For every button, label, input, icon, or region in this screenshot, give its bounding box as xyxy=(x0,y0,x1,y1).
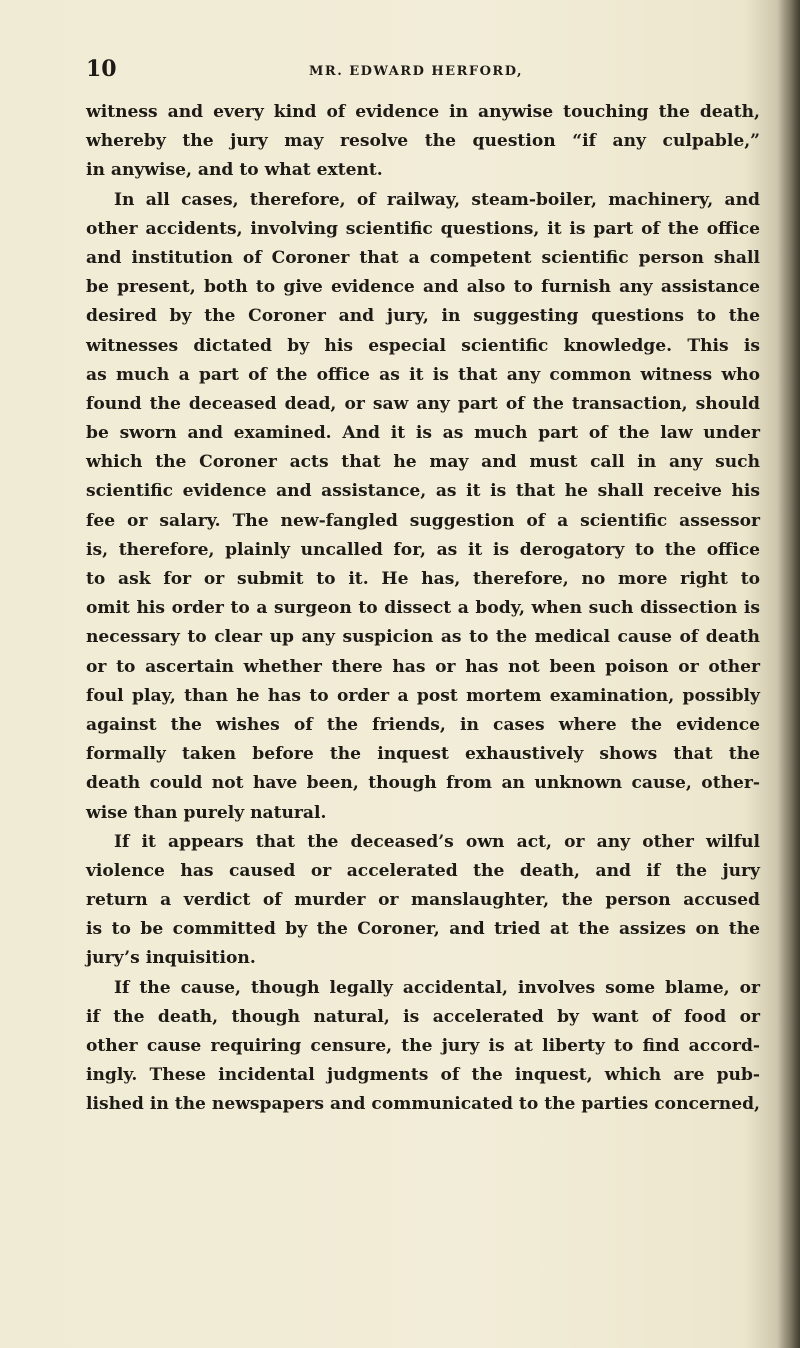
text-line: death could not have been, though from an unknown cause, other- xyxy=(86,773,760,794)
text-line: fee or salary. The new-fangled suggestion of a scientific assessor xyxy=(86,510,760,531)
text-line: be sworn and examined. And it is as much part of the law under xyxy=(86,423,760,444)
page-number: 10 xyxy=(86,56,117,82)
text-line: as much a part of the office as it is that any common witness who xyxy=(86,364,760,385)
text-line: which the Coroner acts that he may and must call in any such xyxy=(86,452,760,473)
text-line: jury’s inquisition. xyxy=(86,948,256,969)
running-head: MR. EDWARD HERFORD, xyxy=(309,64,524,79)
text-line: lished in the newspapers and communicated to the parties concerned, xyxy=(86,1094,760,1115)
paragraph xyxy=(86,186,760,828)
page-header xyxy=(86,56,766,86)
text-line: in anywise, and to what extent. xyxy=(86,160,383,181)
text-line: If it appears that the deceased’s own act, or any other wilful xyxy=(114,831,760,852)
text-line: whereby the jury may resolve the question “if any culpable,” xyxy=(86,131,760,152)
paragraph xyxy=(86,98,760,186)
text-line: scientific evidence and assistance, as it is that he shall receive his xyxy=(86,481,760,502)
text-line: omit his order to a surgeon to dissect a body, when such dissection is xyxy=(86,598,760,619)
text-line: violence has caused or accelerated the death, and if the jury xyxy=(86,860,760,881)
text-line: and institution of Coroner that a competent scientific person shall xyxy=(86,247,760,268)
paragraph xyxy=(86,974,760,1120)
text-line: return a verdict of murder or manslaughter, the person accused xyxy=(86,890,760,911)
text-line: be present, both to give evidence and also to furnish any assistance xyxy=(86,277,760,298)
text-line: witness and every kind of evidence in anywise touching the death, xyxy=(86,102,760,122)
text-line: ingly. These incidental judgments of the inquest, which are pub- xyxy=(86,1065,760,1086)
text-line: formally taken before the inquest exhaustively shows that the xyxy=(86,744,760,765)
page-edge-shadow xyxy=(778,0,800,1348)
text-line: In all cases, therefore, of railway, steam-boiler, machinery, and xyxy=(114,189,760,210)
text-line: other cause requiring censure, the jury is at liberty to find accord- xyxy=(86,1036,760,1056)
text-line: is, therefore, plainly uncalled for, as it is derogatory to the office xyxy=(86,539,760,560)
text-line: desired by the Coroner and jury, in suggesting questions to the xyxy=(86,306,760,327)
body-text xyxy=(86,98,760,1120)
text-line: If the cause, though legally accidental, involves some blame, or xyxy=(114,977,760,998)
text-line: found the deceased dead, or saw any part of the transaction, should xyxy=(86,393,760,414)
text-line: witnesses dictated by his especial scientific knowledge. This is xyxy=(86,335,760,356)
text-line: is to be committed by the Coroner, and tried at the assizes on the xyxy=(86,919,760,940)
text-line: necessary to clear up any suspicion as to the medical cause of death xyxy=(86,627,760,648)
text-line: against the wishes of the friends, in cases where the evidence xyxy=(86,714,760,735)
text-line: or to ascertain whether there has or has not been poison or other xyxy=(86,656,760,677)
paragraph xyxy=(86,828,760,974)
text-line: wise than purely natural. xyxy=(86,802,327,823)
text-line: if the death, though natural, is accelerated by want of food or xyxy=(86,1006,760,1027)
text-line: to ask for or submit to it. He has, therefore, no more right to xyxy=(86,569,760,589)
text-line: foul play, than he has to order a post mortem examination, possibly xyxy=(86,685,760,706)
text-line: other accidents, involving scientific questions, it is part of the office xyxy=(86,218,760,239)
